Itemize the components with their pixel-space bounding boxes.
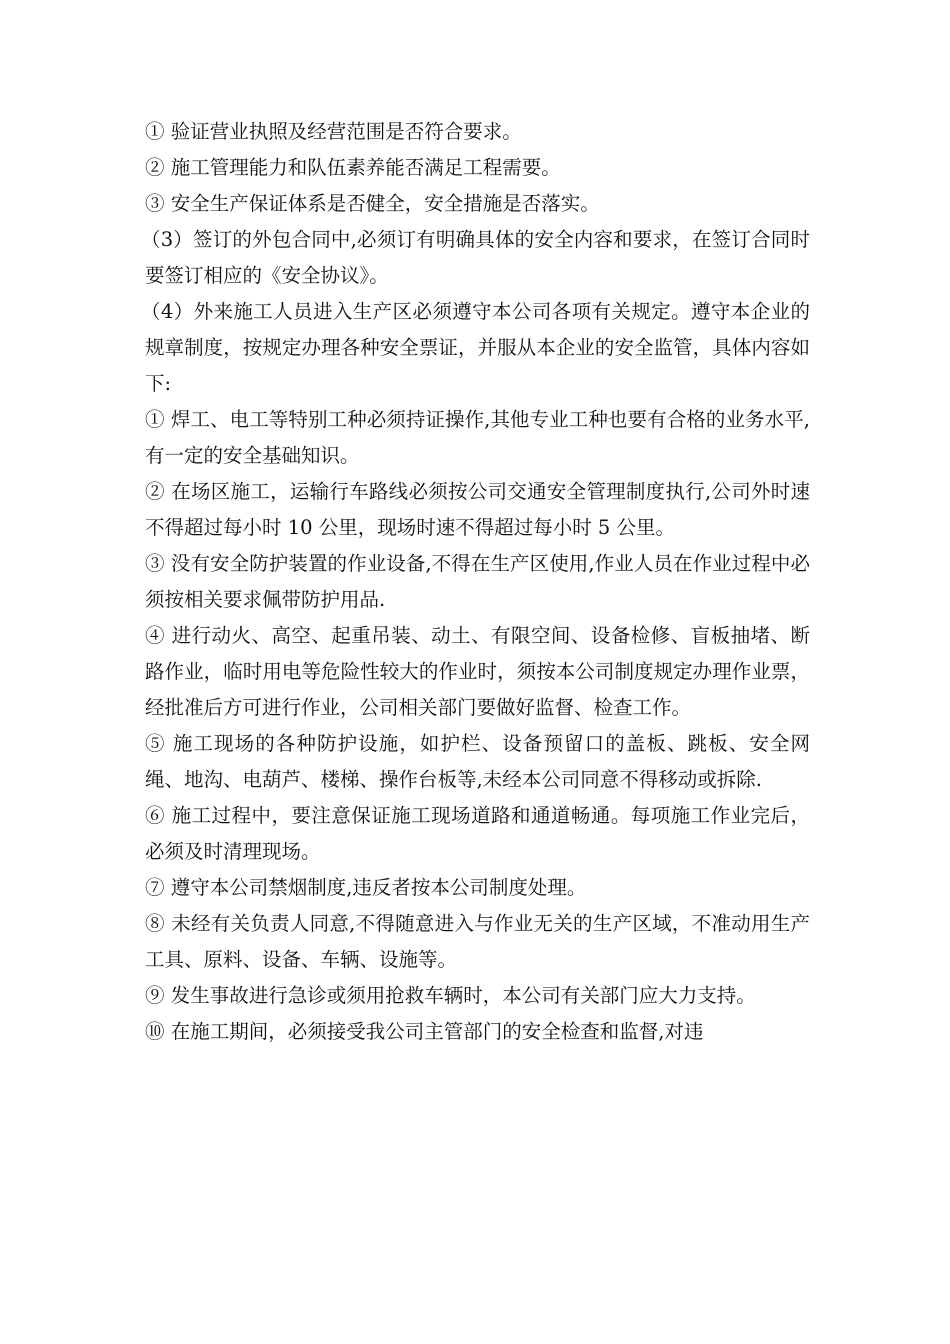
paragraph-section-3: （3）签订的外包合同中,必须订有明确具体的安全内容和要求，在签订合同时要签订相应的《安全协议》。 xyxy=(141,228,810,287)
paragraph-rule-1: ① 焊工、电工等特别工种必须持证操作,其他专业工种也要有合格的业务水平,有一定的安全基础知识。 xyxy=(145,408,810,467)
paragraph-rule-2: ② 在场区施工，运输行车路线必须按公司交通安全管理制度执行,公司外时速不得超过每小时 10 公里，现场时速不得超过每小时 5 公里。 xyxy=(145,480,810,539)
document-body xyxy=(141,114,810,1050)
paragraph-rule-8: ⑧ 未经有关负责人同意,不得随意进入与作业无关的生产区域，不准动用生产工具、原料、设备、车辆、设施等。 xyxy=(145,912,810,971)
paragraph-rule-10: ⑩ 在施工期间，必须接受我公司主管部门的安全检查和监督,对违 xyxy=(145,1020,704,1043)
paragraph-rule-5: ⑤ 施工现场的各种防护设施，如护栏、设备预留口的盖板、跳板、安全网绳、地沟、电葫芦、楼梯、操作台板等,未经本公司同意不得移动或拆除. xyxy=(145,732,810,791)
paragraph-rule-4: ④ 进行动火、高空、起重吊装、动土、有限空间、设备检修、盲板抽堵、断路作业，临时用电等危险性较大的作业时，须按本公司制度规定办理作业票，经批准后方可进行作业，公司相关部门要做好监督、检查工作。 xyxy=(145,624,810,719)
paragraph-rule-3: ③ 没有安全防护装置的作业设备,不得在生产区使用,作业人员在作业过程中必须按相关要求佩带防护用品. xyxy=(145,552,810,611)
paragraph-rule-7: ⑦ 遵守本公司禁烟制度,违反者按本公司制度处理。 xyxy=(145,876,587,899)
paragraph-rule-9: ⑨ 发生事故进行急诊或须用抢救车辆时，本公司有关部门应大力支持。 xyxy=(145,984,756,1007)
paragraph-item-3: ③ 安全生产保证体系是否健全，安全措施是否落实。 xyxy=(145,192,600,215)
paragraph-section-4: （4）外来施工人员进入生产区必须遵守本公司各项有关规定。遵守本企业的规章制度，按规定办理各种安全票证，并服从本企业的安全监管，具体内容如下: xyxy=(141,300,810,395)
paragraph-item-1: ① 验证营业执照及经营范围是否符合要求。 xyxy=(145,120,522,143)
paragraph-rule-6: ⑥ 施工过程中，要注意保证施工现场道路和通道畅通。每项施工作业完后，必须及时清理现场。 xyxy=(145,804,810,863)
paragraph-item-2: ② 施工管理能力和队伍素养能否满足工程需要。 xyxy=(145,156,561,179)
